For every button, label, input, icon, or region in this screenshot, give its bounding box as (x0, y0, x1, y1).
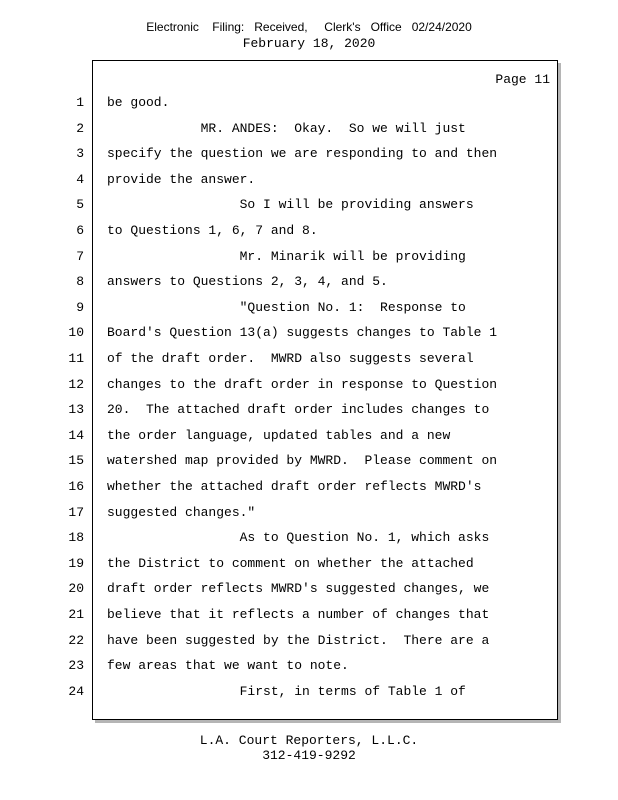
line-number: 11 (68, 351, 84, 366)
transcript-line-text: answers to Questions 2, 3, 4, and 5. (107, 274, 388, 289)
transcript-line-text: specify the question we are responding to and then (107, 146, 498, 161)
transcript-line-text: As to Question No. 1, which asks (107, 530, 490, 545)
line-number: 24 (68, 684, 84, 699)
transcript-line-text: "Question No. 1: Response to (107, 300, 466, 315)
reporter-phone: 312-419-9292 (262, 748, 356, 763)
line-number: 9 (76, 300, 84, 315)
line-number: 6 (76, 223, 84, 238)
filing-stamp: Electronic Filing: Received, Clerk's Office 02/24/2020 (146, 20, 472, 34)
line-number: 1 (76, 95, 84, 110)
reporter-company: L.A. Court Reporters, L.L.C. (199, 733, 419, 748)
transcript-line-text: the order language, updated tables and a new (107, 428, 451, 443)
page-number: Page 11 (495, 72, 550, 87)
line-number: 17 (68, 505, 84, 520)
line-number: 15 (68, 453, 84, 468)
line-number: 13 (68, 402, 84, 417)
transcript-line-text: 20. The attached draft order includes changes to (107, 402, 490, 417)
transcript-line-text: believe that it reflects a number of changes that (107, 607, 490, 622)
transcript-line-text: So I will be providing answers (107, 197, 474, 212)
transcript-date: February 18, 2020 (242, 36, 376, 51)
line-number: 7 (76, 249, 84, 264)
transcript-line-text: First, in terms of Table 1 of (107, 684, 466, 699)
line-number: 14 (68, 428, 84, 443)
transcript-line-text: few areas that we want to note. (107, 658, 349, 673)
line-number: 10 (68, 325, 84, 340)
line-number: 8 (76, 274, 84, 289)
transcript-line-text: Board's Question 13(a) suggests changes to Table 1 (107, 325, 498, 340)
line-number: 23 (68, 658, 84, 673)
line-number: 16 (68, 479, 84, 494)
line-number: 21 (68, 607, 84, 622)
line-number: 5 (76, 197, 84, 212)
transcript-line-text: suggested changes." (107, 505, 256, 520)
transcript-line-text: whether the attached draft order reflects MWRD's (107, 479, 482, 494)
line-number: 18 (68, 530, 84, 545)
line-number: 22 (68, 633, 84, 648)
line-number: 2 (76, 121, 84, 136)
transcript-line-text: provide the answer. (107, 172, 256, 187)
line-number: 12 (68, 377, 84, 392)
transcript-line-text: changes to the draft order in response to Question (107, 377, 498, 392)
transcript-line-text: watershed map provided by MWRD. Please comment on (107, 453, 498, 468)
line-number: 4 (76, 172, 84, 187)
line-number: 20 (68, 581, 84, 596)
transcript-line-text: of the draft order. MWRD also suggests several (107, 351, 474, 366)
transcript-line-text: be good. (107, 95, 170, 110)
transcript-line-text: have been suggested by the District. There are a (107, 633, 490, 648)
transcript-line-text: draft order reflects MWRD's suggested changes, we (107, 581, 490, 596)
transcript-line-text: the District to comment on whether the attached (107, 556, 474, 571)
transcript-line-text: to Questions 1, 6, 7 and 8. (107, 223, 318, 238)
line-number: 3 (76, 146, 84, 161)
line-number: 19 (68, 556, 84, 571)
transcript-line-text: Mr. Minarik will be providing (107, 249, 466, 264)
transcript-line-text: MR. ANDES: Okay. So we will just (107, 121, 466, 136)
